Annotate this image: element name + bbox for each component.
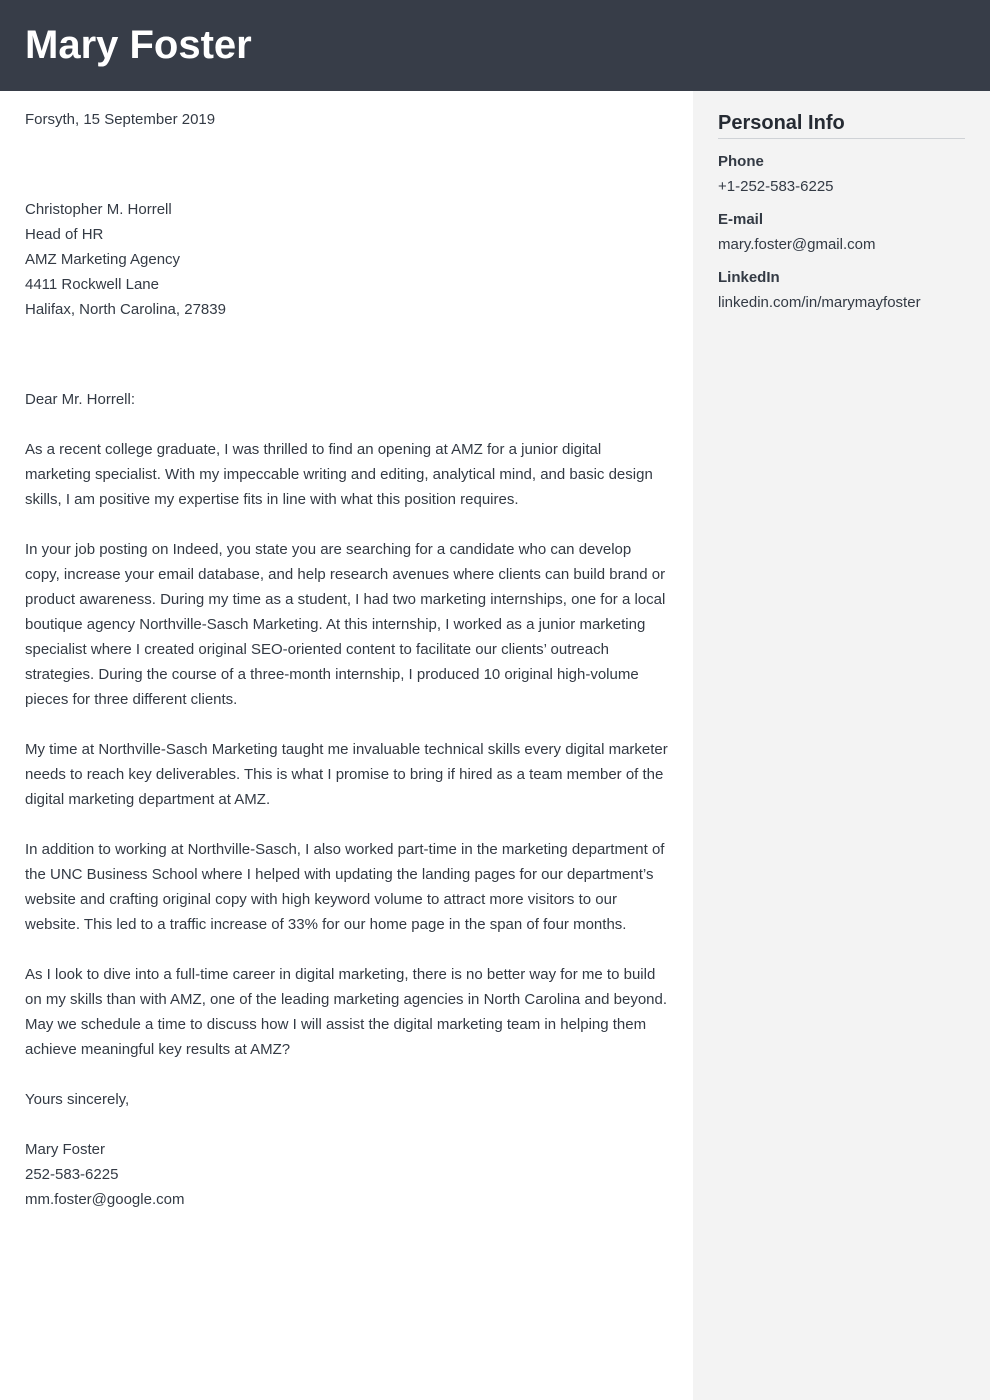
header-bar	[0, 0, 990, 91]
paragraph-3: My time at Northville-Sasch Marketing taught me invaluable technical skills every digital marketer needs to reach key deliverables. This is what I promise to bring if hired as a team member of the digital marketing department at AMZ.	[25, 741, 668, 808]
signature-email: mm.foster@google.com	[25, 1191, 185, 1208]
paragraph-4: In addition to working at Northville-Sasch, I also worked part-time in the marketing department of the UNC Business School where I helped with updating the landing pages for our department’s website and crafting original copy with high keyword volume to attract more visitors to our website. This led to a traffic increase of 33% for our home page in the span of four months.	[25, 841, 665, 933]
paragraph-2: In your job posting on Indeed, you state you are searching for a candidate who can develop copy, increase your email database, and help research avenues where clients can build brand or product awareness. During my time as a student, I had two marketing internships, one for a local boutique agency Northville-Sasch Marketing. At this internship, I worked as a junior marketing specialist where I created original SEO-oriented content to facilitate our clients’ outreach strategies. During the course of a three-month internship, I produced 10 original high-volume pieces for three different clients.	[25, 541, 666, 708]
info-label-linkedin: LinkedIn	[718, 269, 780, 286]
page-body	[0, 91, 990, 1400]
recipient-street: 4411 Rockwell Lane	[25, 276, 159, 293]
info-phone	[718, 150, 965, 199]
info-email	[718, 208, 965, 257]
signature-name: Mary Foster	[25, 1141, 106, 1158]
recipient-title: Head of HR	[25, 226, 104, 243]
recipient-name: Christopher M. Horrell	[25, 201, 172, 218]
signature-phone: 252-583-6225	[25, 1166, 119, 1183]
recipient-block	[25, 197, 668, 322]
info-value-linkedin: linkedin.com/in/marymayfoster	[718, 294, 921, 311]
closing: Yours sincerely,	[25, 1091, 130, 1108]
recipient-company: AMZ Marketing Agency	[25, 251, 181, 268]
info-label-email: E-mail	[718, 211, 764, 228]
personal-info-sidebar	[693, 91, 990, 1400]
letter-body	[0, 91, 693, 1400]
greeting: Dear Mr. Horrell:	[25, 391, 136, 408]
info-value-phone: +1-252-583-6225	[718, 178, 834, 195]
recipient-city: Halifax, North Carolina, 27839	[25, 301, 226, 318]
info-label-phone: Phone	[718, 153, 764, 170]
applicant-name: Mary Foster	[25, 23, 252, 67]
paragraph-5: As I look to dive into a full-time career in digital marketing, there is no better way for me to build on my skills than with AMZ, one of the leading marketing agencies in North Carolina and beyond. May we schedule a time to discuss how I will assist the digital marketing team in helping them achieve meaningful key results at AMZ?	[25, 966, 668, 1058]
paragraph-1: As a recent college graduate, I was thrilled to find an opening at AMZ for a junior digital marketing specialist. With my impeccable writing and editing, analytical mind, and basic design skills, I am positive my expertise fits in line with what this position requires.	[25, 441, 653, 508]
signature-block	[25, 1137, 668, 1212]
info-linkedin	[718, 266, 965, 315]
info-value-email: mary.foster@gmail.com	[718, 236, 876, 253]
sidebar-title: Personal Info	[718, 111, 965, 139]
date-line: Forsyth, 15 September 2019	[25, 111, 216, 128]
